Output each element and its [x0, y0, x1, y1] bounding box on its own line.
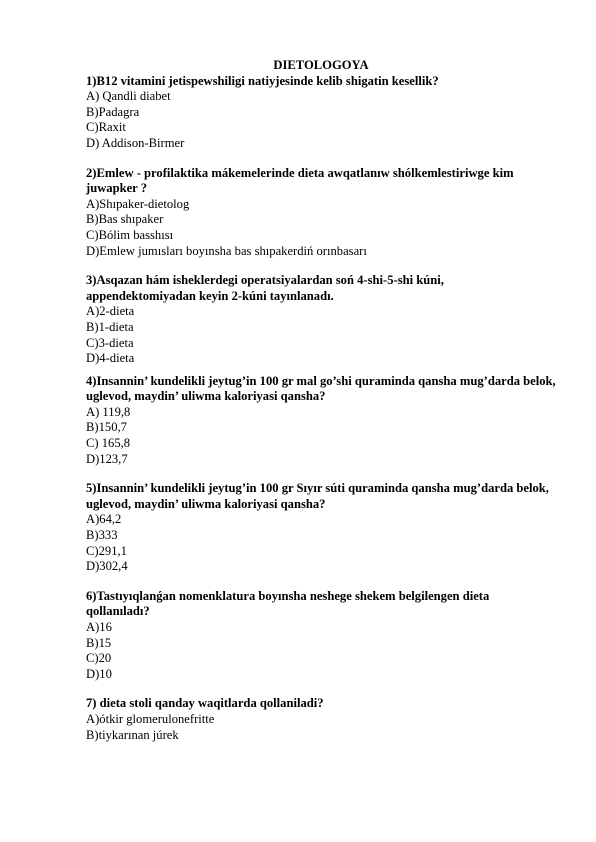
- question-7: [86, 696, 556, 743]
- option-a: A)64,2: [86, 512, 122, 527]
- question-text: 3)Asqazan hám isheklerdegi operatsiyalardan soń 4-shi-5-shi kúni, appendektomiyadan keyin 2-kúni tayınlanadı.: [86, 273, 444, 303]
- question-text: 2)Emlew - profilaktika mákemelerinde dieta awqatlanıw shólkemlestiriwge kim juwapker ?: [86, 165, 514, 196]
- option-b: B)150,7: [86, 420, 127, 435]
- question-6: [86, 589, 556, 683]
- option-a: A) 119,8: [86, 404, 131, 419]
- option-d: D)123,7: [86, 451, 128, 466]
- option-c: C) 165,8: [86, 436, 131, 451]
- question-4: [86, 374, 556, 468]
- option-b: B)Padagra: [86, 104, 140, 119]
- question-3: [86, 273, 556, 367]
- question-text: 1)B12 vitamini jetispewshiligi natiyjesinde kelib shigatin kesellik?: [86, 73, 439, 88]
- option-d: D)302,4: [86, 559, 128, 574]
- question-text: 5)Insannin’ kundelikli jeytug’in 100 gr Sıyır súti quraminda qansha mug’darda belok, uglevod, maydin’ uliwma kaloriyasi qansha?: [86, 481, 549, 511]
- question-1: [86, 74, 556, 152]
- option-a: A)Shıpaker-dietolog: [86, 196, 190, 211]
- option-a: A) Qandli diabet: [86, 89, 171, 104]
- question-2: [86, 166, 556, 260]
- option-a: A)16: [86, 620, 112, 634]
- option-a: A)2-dieta: [86, 304, 135, 319]
- option-c: C)3-dieta: [86, 335, 134, 350]
- option-b: B)Bas shıpaker: [86, 212, 164, 227]
- option-d: D)10: [86, 666, 112, 681]
- question-text: 4)Insannin’ kundelikli jeytug’in 100 gr mal go’shi quraminda qansha mug’darda belok, uglevod, maydin’ uliwma kaloriyasi qansha?: [86, 373, 556, 404]
- option-c: C)Bólim basshısı: [86, 227, 174, 242]
- option-b: B)1-dieta: [86, 319, 134, 334]
- page-title: DIETOLOGOYA: [273, 58, 369, 72]
- option-d: D)Emlew jumısları boyınsha bas shıpakerdiń orınbasarı: [86, 243, 367, 258]
- question-text: 6)Tastıyıqlanǵan nomenklatura boyınsha neshege shekem belgilengen dieta qollanıladı?: [86, 588, 490, 619]
- option-b: B)15: [86, 635, 112, 650]
- option-c: C)Raxit: [86, 120, 126, 135]
- option-d: D) Addison-Birmer: [86, 135, 185, 150]
- option-c: C)291,1: [86, 543, 127, 558]
- option-b: B)333: [86, 528, 118, 543]
- option-c: C)20: [86, 651, 112, 666]
- question-5: [86, 481, 556, 575]
- option-a: A)ótkir glomerulonefritte: [86, 711, 215, 726]
- option-d: D)4-dieta: [86, 351, 135, 366]
- question-text: 7) dieta stoli qanday waqitlarda qollaniladi?: [86, 696, 324, 711]
- document-page: [86, 58, 556, 743]
- option-b: B)tiykarınan júrek: [86, 727, 179, 742]
